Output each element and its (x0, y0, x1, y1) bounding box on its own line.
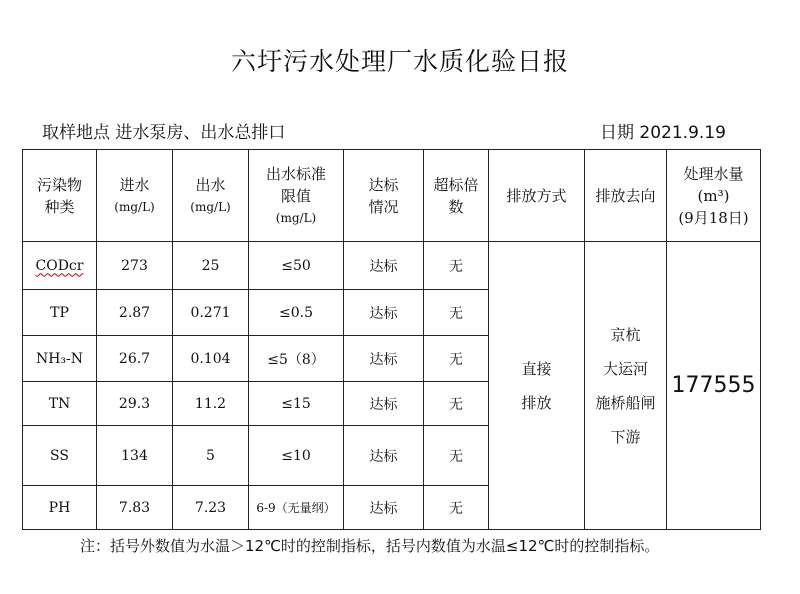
header-limit (249, 150, 344, 242)
header-destination: 排放去向 (585, 150, 667, 242)
report-title: 六圩污水处理厂水质化验日报 (230, 47, 569, 76)
header-method: 排放方式 (489, 150, 585, 242)
exceed-cell: 无 (424, 336, 489, 382)
header-volume-line1: 处理水量 (683, 164, 744, 183)
limit-cell: ≤5（8） (249, 336, 344, 382)
pollutant-cell: TN (23, 382, 97, 426)
treated-volume-cell: 177555 (667, 242, 761, 530)
outflow-cell: 25 (173, 242, 249, 290)
header-pollutant (23, 150, 97, 242)
discharge-method-cell (489, 242, 585, 530)
outflow-cell: 5 (173, 426, 249, 486)
header-volume-date: (9月18日) (678, 208, 749, 227)
discharge-method-line1: 直接 (521, 359, 552, 378)
header-inflow (97, 150, 173, 242)
meets-cell: 达标 (344, 336, 424, 382)
pollutant-cell: SS (23, 426, 97, 486)
destination-line4: 下游 (610, 427, 641, 446)
pollutant-cell: NH₃-N (23, 336, 97, 382)
header-volume (667, 150, 761, 242)
exceed-cell: 无 (424, 426, 489, 486)
header-meets (344, 150, 424, 242)
header-exceed-line1: 超标倍 (433, 175, 479, 194)
destination-line1: 京杭 (610, 325, 641, 344)
water-quality-table (22, 149, 761, 530)
pollutant-cell (23, 242, 97, 290)
inflow-cell: 134 (97, 426, 173, 486)
meets-cell: 达标 (344, 382, 424, 426)
exceed-cell: 无 (424, 486, 489, 530)
limit-cell: ≤10 (249, 426, 344, 486)
outflow-cell: 0.104 (173, 336, 249, 382)
exceed-cell: 无 (424, 242, 489, 290)
limit-cell: ≤0.5 (249, 290, 344, 336)
header-limit-unit: (mg/L) (275, 210, 317, 225)
inflow-cell: 273 (97, 242, 173, 290)
footnote: 注：括号外数值为水温＞12℃时的控制指标，括号内数值为水温≤12℃时的控制指标。 (80, 537, 660, 555)
limit-cell: ≤50 (249, 242, 344, 290)
meets-cell: 达标 (344, 242, 424, 290)
header-outflow-unit: (mg/L) (190, 199, 231, 214)
header-outflow-line1: 出水 (195, 175, 226, 194)
header-outflow (173, 150, 249, 242)
limit-cell: 6-9（无量纲） (249, 486, 344, 530)
header-meets-line2: 情况 (368, 197, 399, 216)
exceed-cell: 无 (424, 290, 489, 336)
inflow-cell: 29.3 (97, 382, 173, 426)
header-pollutant-line2: 种类 (44, 197, 75, 216)
outflow-cell: 11.2 (173, 382, 249, 426)
header-row (23, 150, 761, 242)
exceed-cell: 无 (424, 382, 489, 426)
pollutant-cell: TP (23, 290, 97, 336)
pollutant-cell: PH (23, 486, 97, 530)
outflow-cell: 7.23 (173, 486, 249, 530)
destination-line2: 大运河 (602, 359, 648, 378)
destination-line3: 施桥船闸 (595, 393, 656, 412)
inflow-cell: 7.83 (97, 486, 173, 530)
outflow-cell: 0.271 (173, 290, 249, 336)
header-meets-line1: 达标 (368, 175, 399, 194)
meets-cell: 达标 (344, 290, 424, 336)
header-inflow-line1: 进水 (119, 175, 150, 194)
discharge-destination-cell (585, 242, 667, 530)
header-limit-line2: 限值 (280, 186, 311, 205)
discharge-method-line2: 排放 (521, 393, 552, 412)
header-exceed (424, 150, 489, 242)
header-pollutant-line1: 污染物 (36, 175, 82, 194)
limit-cell: ≤15 (249, 382, 344, 426)
pollutant-name: CODcr (35, 257, 84, 274)
sampling-location: 取样地点 进水泵房、出水总排口 (42, 123, 286, 143)
table-row (23, 242, 761, 290)
meets-cell: 达标 (344, 426, 424, 486)
header-volume-unit: (m³) (697, 186, 730, 205)
meets-cell: 达标 (344, 486, 424, 530)
report-date: 日期 2021.9.19 (600, 123, 726, 143)
header-limit-line1: 出水标准 (265, 164, 326, 183)
header-inflow-unit: (mg/L) (114, 199, 155, 214)
header-exceed-line2: 数 (448, 197, 464, 216)
inflow-cell: 26.7 (97, 336, 173, 382)
inflow-cell: 2.87 (97, 290, 173, 336)
